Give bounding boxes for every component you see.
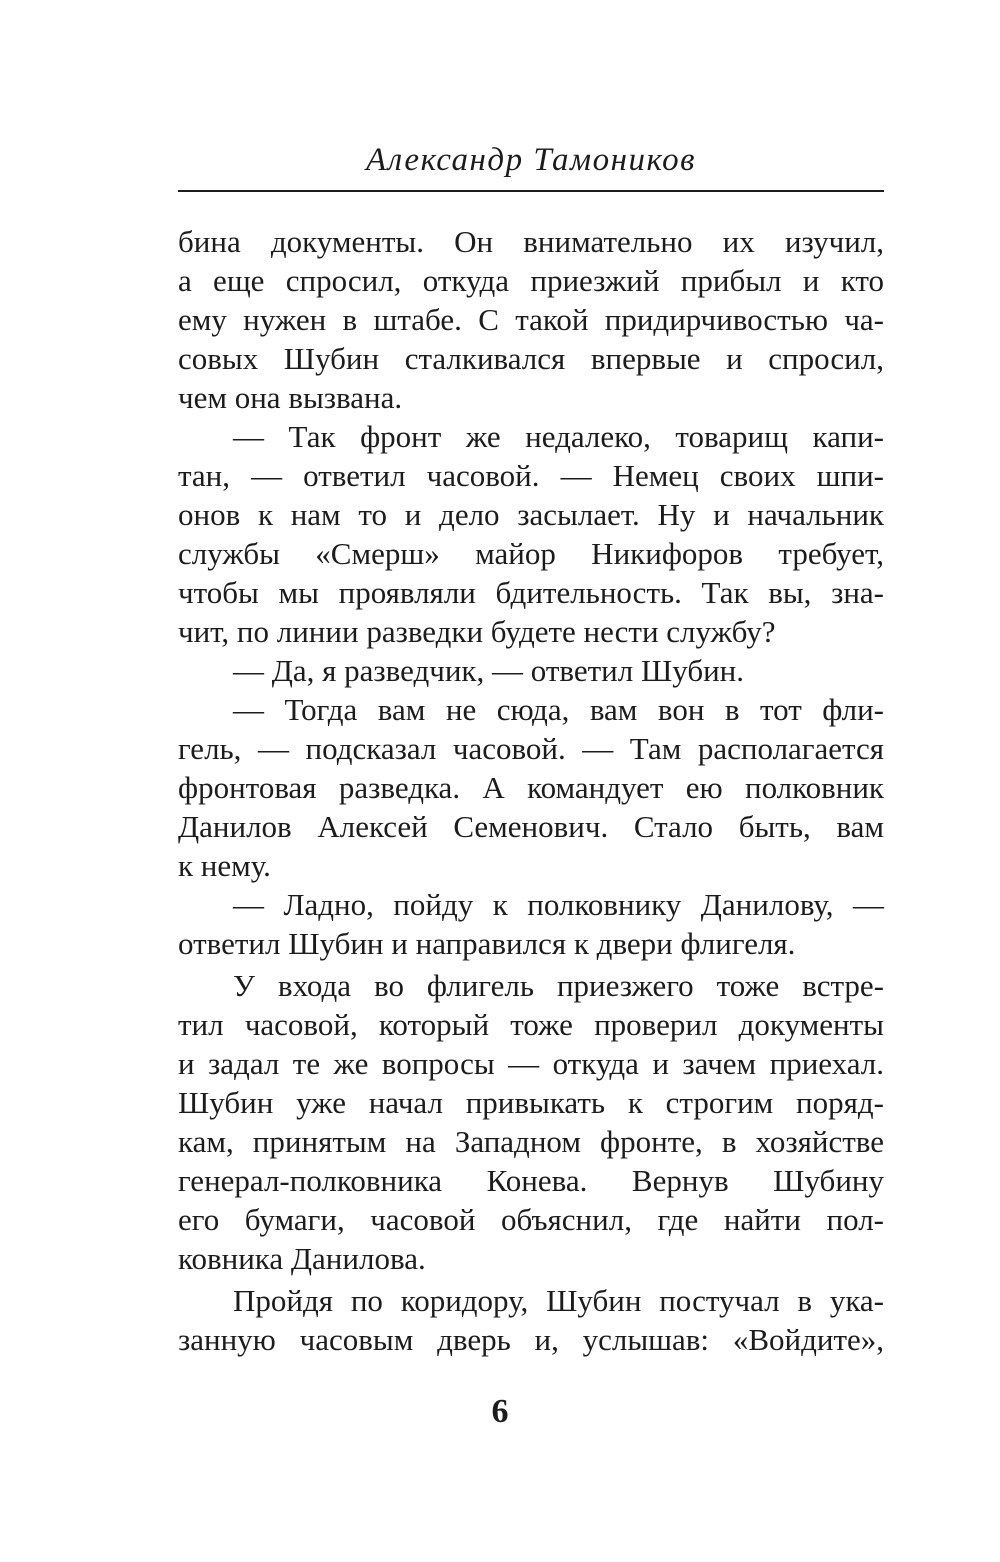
text-line: ковника Данилова. (178, 1241, 426, 1276)
text-line: и задал те же вопросы — откуда и зачем приехал. (178, 1046, 884, 1081)
text-line: гель, — подсказал часовой. — Там располагается (178, 731, 884, 766)
text-line: ему нужен в штабе. С такой придирчивостью ча- (178, 302, 884, 337)
text-line: службы «Смерш» майор Никифоров требует, (178, 536, 884, 571)
text-line: Пройдя по коридору, Шубин постучал в ука- (233, 1283, 884, 1318)
text-line: кам, принятым на Западном фронте, в хозяйстве (178, 1124, 884, 1159)
text-line: занную часовым дверь и, услышав: «Войдите», (178, 1322, 884, 1357)
text-line: ответил Шубин и направился к двери флигеля. (178, 926, 796, 961)
text-line: фронтовая разведка. А командует ею полковник (178, 770, 884, 805)
text-line: чем она вызвана. (178, 380, 403, 415)
text-line: бина документы. Он внимательно их изучил, (178, 224, 884, 259)
text-line: к нему. (178, 848, 271, 883)
text-line: его бумаги, часовой объяснил, где найти пол- (178, 1202, 884, 1237)
text-line: Данилов Алексей Семенович. Стало быть, вам (178, 809, 884, 844)
text-line: чит, по линии разведки будете нести службу? (178, 614, 776, 649)
text-line: совых Шубин сталкивался впервые и спросил, (178, 341, 884, 376)
text-line: У входа во флигель приезжего тоже встре- (233, 968, 884, 1003)
text-line: Шубин уже начал привыкать к строгим поряд- (178, 1085, 884, 1120)
text-line: тил часовой, который тоже проверил документы (178, 1007, 884, 1042)
text-line: — Ладно, пойду к полковнику Данилову, — (233, 887, 884, 922)
text-line: чтобы мы проявляли бдительность. Так вы, зна- (178, 575, 884, 610)
header-rule (178, 190, 884, 192)
text-line: — Так фронт же недалеко, товарищ капи- (233, 419, 884, 454)
body-text (178, 222, 884, 1359)
text-line: тан, — ответил часовой. — Немец своих шпи- (178, 458, 884, 493)
text-line: — Тогда вам не сюда, вам вон в тот фли- (233, 692, 884, 727)
page-number: 6 (491, 1393, 509, 1430)
text-line: генерал-полковника Конева. Вернув Шубину (178, 1163, 884, 1198)
text-line: онов к нам то и дело засылает. Ну и начальник (178, 497, 884, 532)
text-line: — Да, я разведчик, — ответил Шубин. (233, 653, 745, 688)
running-head-author: Александр Тамоников (366, 142, 696, 178)
text-line: а еще спросил, откуда приезжий прибыл и кто (178, 263, 884, 298)
